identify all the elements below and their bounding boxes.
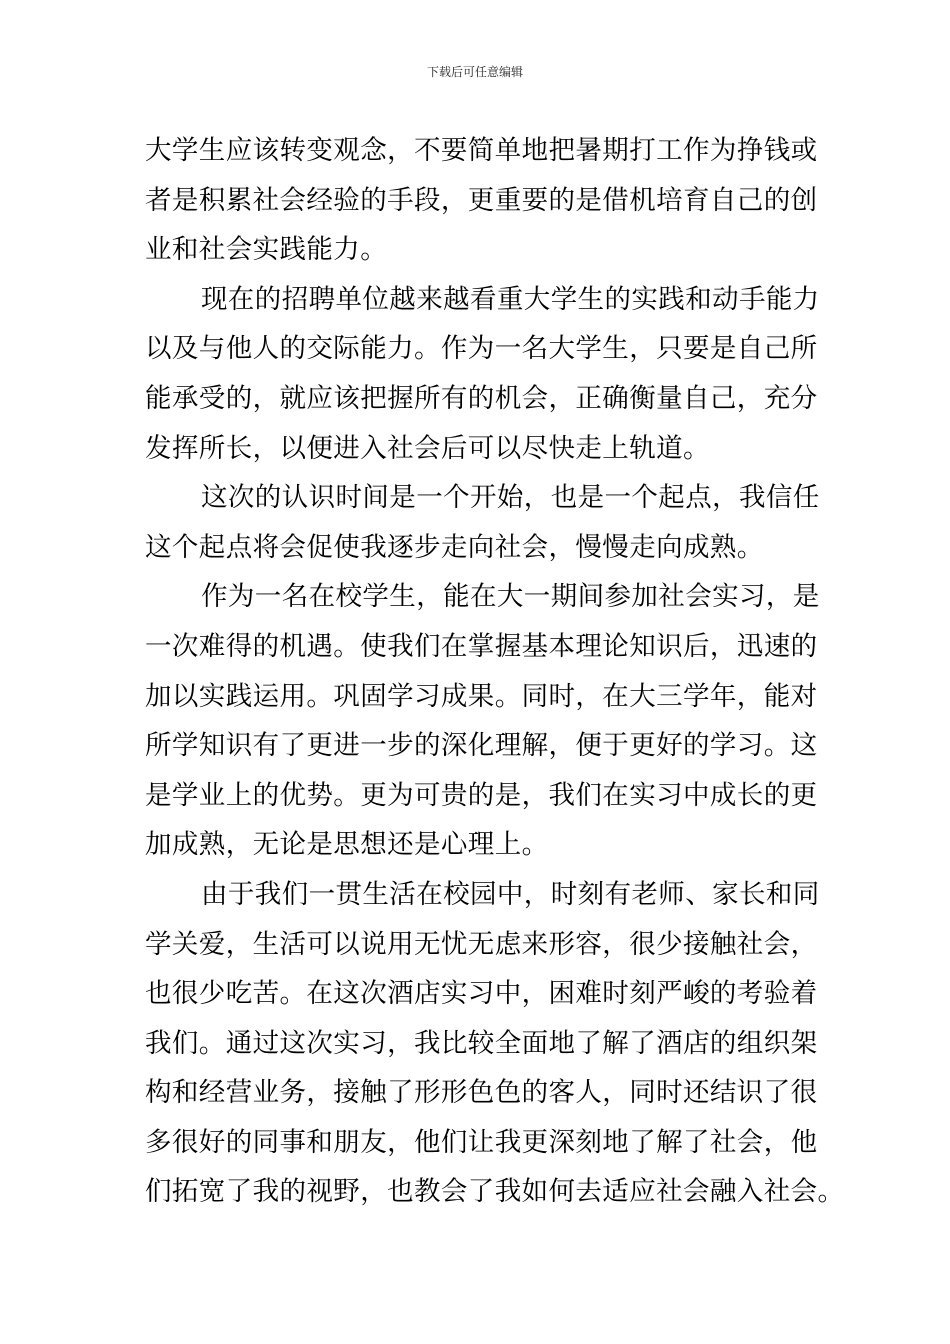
text-line: 学关爱，生活可以说用无忧无虑来形容，很少接触社会， — [145, 928, 818, 960]
text-line: 我们。通过这次实习，我比较全面地了解了酒店的组织架 — [145, 1027, 818, 1059]
text-line: 们拓宽了我的视野，也教会了我如何去适应社会融入社会。 — [145, 1176, 845, 1208]
text-line: 加成熟，无论是思想还是心理上。 — [145, 829, 549, 861]
text-line: 这次的认识时间是一个开始，也是一个起点，我信任 — [201, 482, 820, 514]
text-line: 者是积累社会经验的手段，更重要的是借机培育自己的创 — [145, 184, 818, 216]
text-line: 由于我们一贯生活在校园中，时刻有老师、家长和同 — [201, 878, 820, 910]
page-header: 下载后可任意编辑 — [426, 65, 523, 79]
text-line: 所学知识有了更进一步的深化理解，便于更好的学习。这 — [145, 730, 818, 762]
text-line: 加以实践运用。巩固学习成果。同时，在大三学年，能对 — [145, 680, 818, 712]
text-line: 这个起点将会促使我逐步走向社会，慢慢走向成熟。 — [145, 531, 764, 563]
text-line: 发挥所长，以便进入社会后可以尽快走上轨道。 — [145, 432, 710, 464]
text-line: 也很少吃苦。在这次酒店实习中，困难时刻严峻的考验着 — [145, 978, 818, 1010]
document-body — [145, 126, 845, 1217]
text-line: 是学业上的优势。更为可贵的是，我们在实习中成长的更 — [145, 779, 818, 811]
paragraph — [145, 473, 820, 572]
text-line: 以及与他人的交际能力。作为一名大学生，只要是自己所 — [145, 333, 818, 365]
text-line: 一次难得的机遇。使我们在掌握基本理论知识后，迅速的 — [145, 630, 818, 662]
text-line: 作为一名在校学生，能在大一期间参加社会实习，是 — [201, 581, 820, 613]
text-line: 大学生应该转变观念，不要简单地把暑期打工作为挣钱或 — [145, 135, 818, 166]
text-line: 构和经营业务，接触了形形色色的客人，同时还结识了很 — [145, 1077, 818, 1109]
paragraph — [145, 126, 818, 275]
text-line: 业和社会实践能力。 — [145, 234, 388, 266]
paragraph — [145, 870, 845, 1217]
text-line: 能承受的，就应该把握所有的机会，正确衡量自己，充分 — [145, 382, 818, 414]
text-line: 现在的招聘单位越来越看重大学生的实践和动手能力 — [201, 283, 820, 315]
paragraph — [145, 572, 820, 870]
paragraph — [145, 275, 820, 473]
text-line: 多很好的同事和朋友，他们让我更深刻地了解了社会，他 — [145, 1126, 818, 1158]
